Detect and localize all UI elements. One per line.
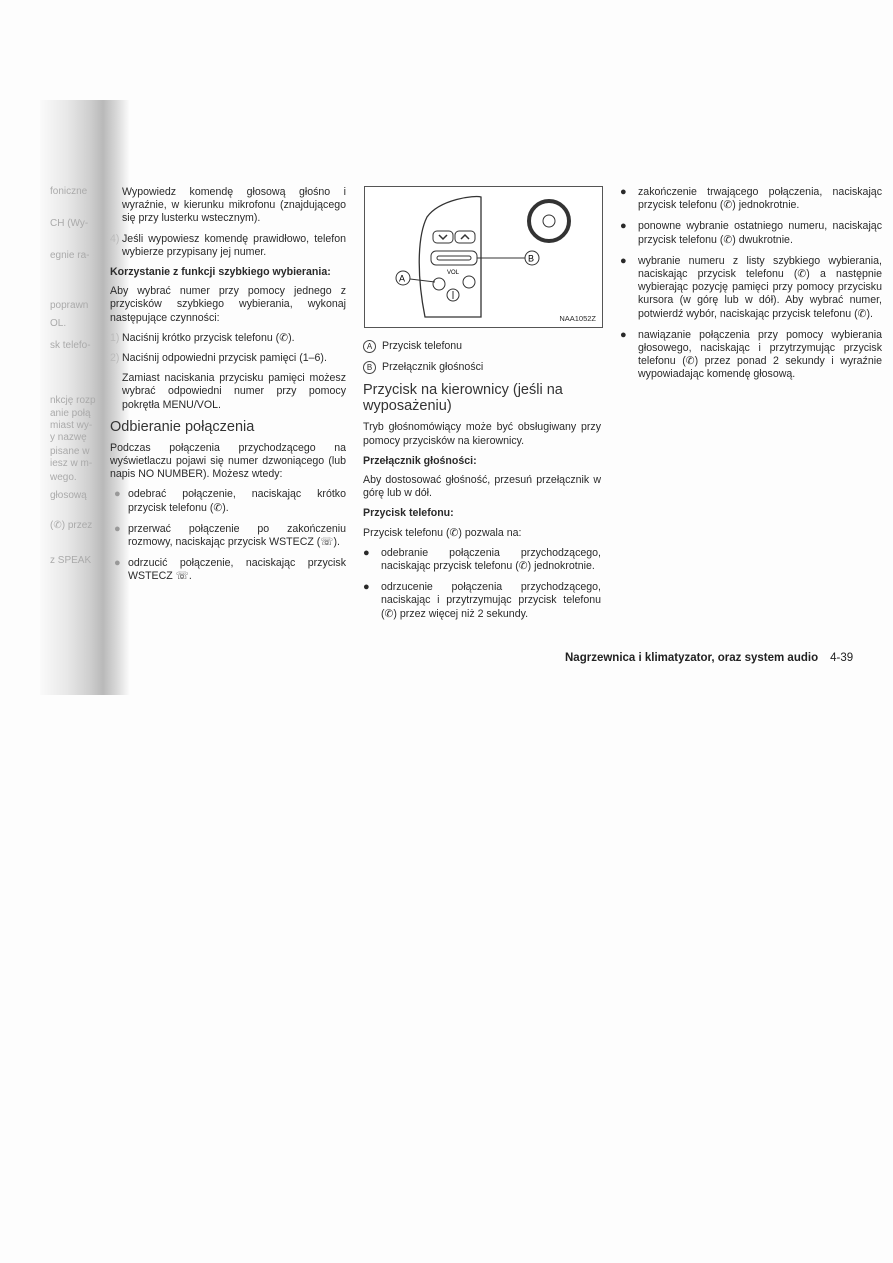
bullet-icon: ● [620, 220, 627, 233]
bullet-list [110, 488, 346, 583]
gutter-fragment: z SPEAK [50, 555, 92, 566]
gutter-fragment: wego. [50, 472, 77, 483]
section-name: Nagrzewnica i klimatyzator, oraz system audio [565, 652, 819, 664]
step-4 [110, 233, 346, 259]
gutter-fragment: foniczne [50, 186, 88, 197]
list-item [110, 488, 346, 514]
bullet-icon: ● [363, 581, 370, 594]
column-left [110, 186, 346, 592]
bullet-icon: ● [114, 488, 121, 501]
subheading: Przycisk telefonu: [363, 507, 454, 520]
callout-b: B [528, 253, 535, 264]
callout-a: A [399, 273, 406, 284]
section-title: Przycisk na kierownicy (jeśli na wyposażeniu) [363, 382, 563, 415]
gutter-fragment: OL. [50, 318, 67, 329]
gutter-fragment: (✆) przez [50, 520, 93, 531]
paragraph: Podczas połączenia przychodzącego na wyświetlaczu pojawi się numer dzwoniącego (lub napis NO NUMBER). Możesz wtedy: [110, 441, 346, 481]
label-b-icon: B [363, 361, 376, 374]
steering-switch-figure [364, 186, 603, 328]
step-text: Jeśli wypowiesz komendę prawidłowo, telefon wybierze przypisany jej numer. [122, 232, 346, 258]
gutter-fragment: iesz w m- [50, 458, 93, 469]
list-item-text: przerwać połączenie po zakończeniu rozmowy, naciskając przycisk WSTECZ (☏). [128, 522, 346, 549]
bullet-list [363, 547, 601, 621]
caption-b [363, 361, 601, 374]
list-item-text: ponowne wybranie ostatniego numeru, naciskając przycisk telefonu (✆) dwukrotnie. [638, 220, 882, 246]
bullet-icon: ● [114, 522, 121, 535]
section-heading: Korzystanie z funkcji szybkiego wybierania: [110, 266, 331, 279]
gutter-fragment: CH (Wy- [50, 218, 89, 229]
bullet-icon: ● [620, 186, 627, 198]
paragraph: Zamiast naciskania przycisku pamięci możesz wybrać odpowiedni numer przy pomocy pokrętła MENU/VOL. [122, 372, 346, 411]
subheading: Przełącznik głośności: [363, 454, 477, 467]
list-item-text: zakończenie trwającego połączenia, naciskając przycisk telefonu (✆) jednokrotnie. [638, 186, 882, 212]
gutter-fragment: y nazwę [50, 432, 87, 443]
step-number: 1) [110, 331, 120, 344]
list-item [620, 186, 882, 212]
list-item [110, 523, 346, 549]
figure-code: NAA1052Z [559, 314, 596, 323]
paragraph: Tryb głośnomówiący może być obsługiwany przy pomocy przycisków na kierownicy. [363, 421, 601, 447]
list-item-text: wybranie numeru z listy szybkiego wybierania, naciskając przycisk telefonu (✆) a następnie wybierając pozycję pamięci przy pomocy przycisku kursora (w górę lub w dół). Aby wybrać numer, potwierdź wybór, naciskając przycisk telefonu (✆). [638, 254, 882, 320]
list-item-text: nawiązanie połączenia przy pomocy wybierania głosowego, naciskając i przytrzymując przycisk telefonu (✆) przez ponad 2 sekundy i wyraźnie wypowiadając komendę głosową. [638, 328, 882, 381]
gutter-fragment: anie połą [50, 408, 91, 419]
list-item-text: odrzucić połączenie, naciskając przycisk WSTECZ ☏. [128, 557, 346, 583]
gutter-fragment: egnie ra- [50, 250, 90, 261]
paragraph: Aby dostosować głośność, przesuń przełącznik w górę lub w dół. [363, 474, 601, 500]
gutter-fragment: pisane w [50, 446, 90, 457]
page-number: 4-39 [830, 652, 854, 664]
page-footer [565, 652, 853, 664]
gutter-fragment: poprawn [50, 300, 89, 311]
label-a-icon: A [363, 340, 376, 353]
paragraph: Aby wybrać numer przy pomocy jednego z przycisków szybkiego wybierania, wykonaj następujące czynności: [110, 285, 346, 324]
step-text: Naciśnij krótko przycisk telefonu (✆). [122, 331, 295, 344]
list-item [620, 220, 882, 246]
gutter-fragment: miast wy- [50, 420, 93, 431]
list-item [363, 581, 601, 621]
list-item-text: odebrać połączenie, naciskając krótko przycisk telefonu (✆). [128, 488, 346, 514]
step-number: 2) [110, 352, 120, 365]
bullet-list [620, 186, 882, 382]
list-item [363, 547, 601, 573]
step-number: 4) [110, 232, 120, 245]
step-2 [110, 352, 346, 365]
gutter-fragment: nkcję rozp [50, 395, 96, 406]
section-title: Odbieranie połączenia [110, 418, 255, 435]
bullet-icon: ● [363, 546, 370, 559]
bullet-icon: ● [620, 328, 627, 341]
vol-label: VOL [447, 270, 460, 276]
caption-a [363, 340, 601, 353]
step-1 [110, 332, 346, 345]
gutter-fragment: sk telefo- [50, 340, 91, 351]
gutter-fragment: głosową [50, 490, 87, 501]
list-item-text: odebranie połączenia przychodzącego, naciskając przycisk telefonu (✆) jednokrotnie. [381, 546, 601, 573]
caption-text: Przycisk telefonu [382, 340, 463, 352]
step-text: Naciśnij odpowiedni przycisk pamięci (1–6). [122, 352, 327, 365]
bullet-icon: ● [114, 557, 121, 570]
list-item [110, 557, 346, 583]
list-item-text: odrzucenie połączenia przychodzącego, naciskając i przytrzymując przycisk telefonu (✆) przez więcej niż 2 sekundy. [381, 581, 601, 620]
paragraph: Przycisk telefonu (✆) pozwala na: [363, 526, 522, 539]
bullet-icon: ● [620, 254, 627, 267]
list-item [620, 329, 882, 382]
column-middle [363, 340, 601, 629]
paragraph: Wypowiedz komendę głosową głośno i wyraźnie, w kierunku mikrofonu (znajdującego się przy lusterku wstecznym). [122, 186, 346, 225]
column-right [620, 186, 882, 390]
steering-wheel-buttons-illustration [365, 187, 602, 327]
caption-text: Przełącznik głośności [382, 361, 484, 374]
list-item [620, 255, 882, 321]
